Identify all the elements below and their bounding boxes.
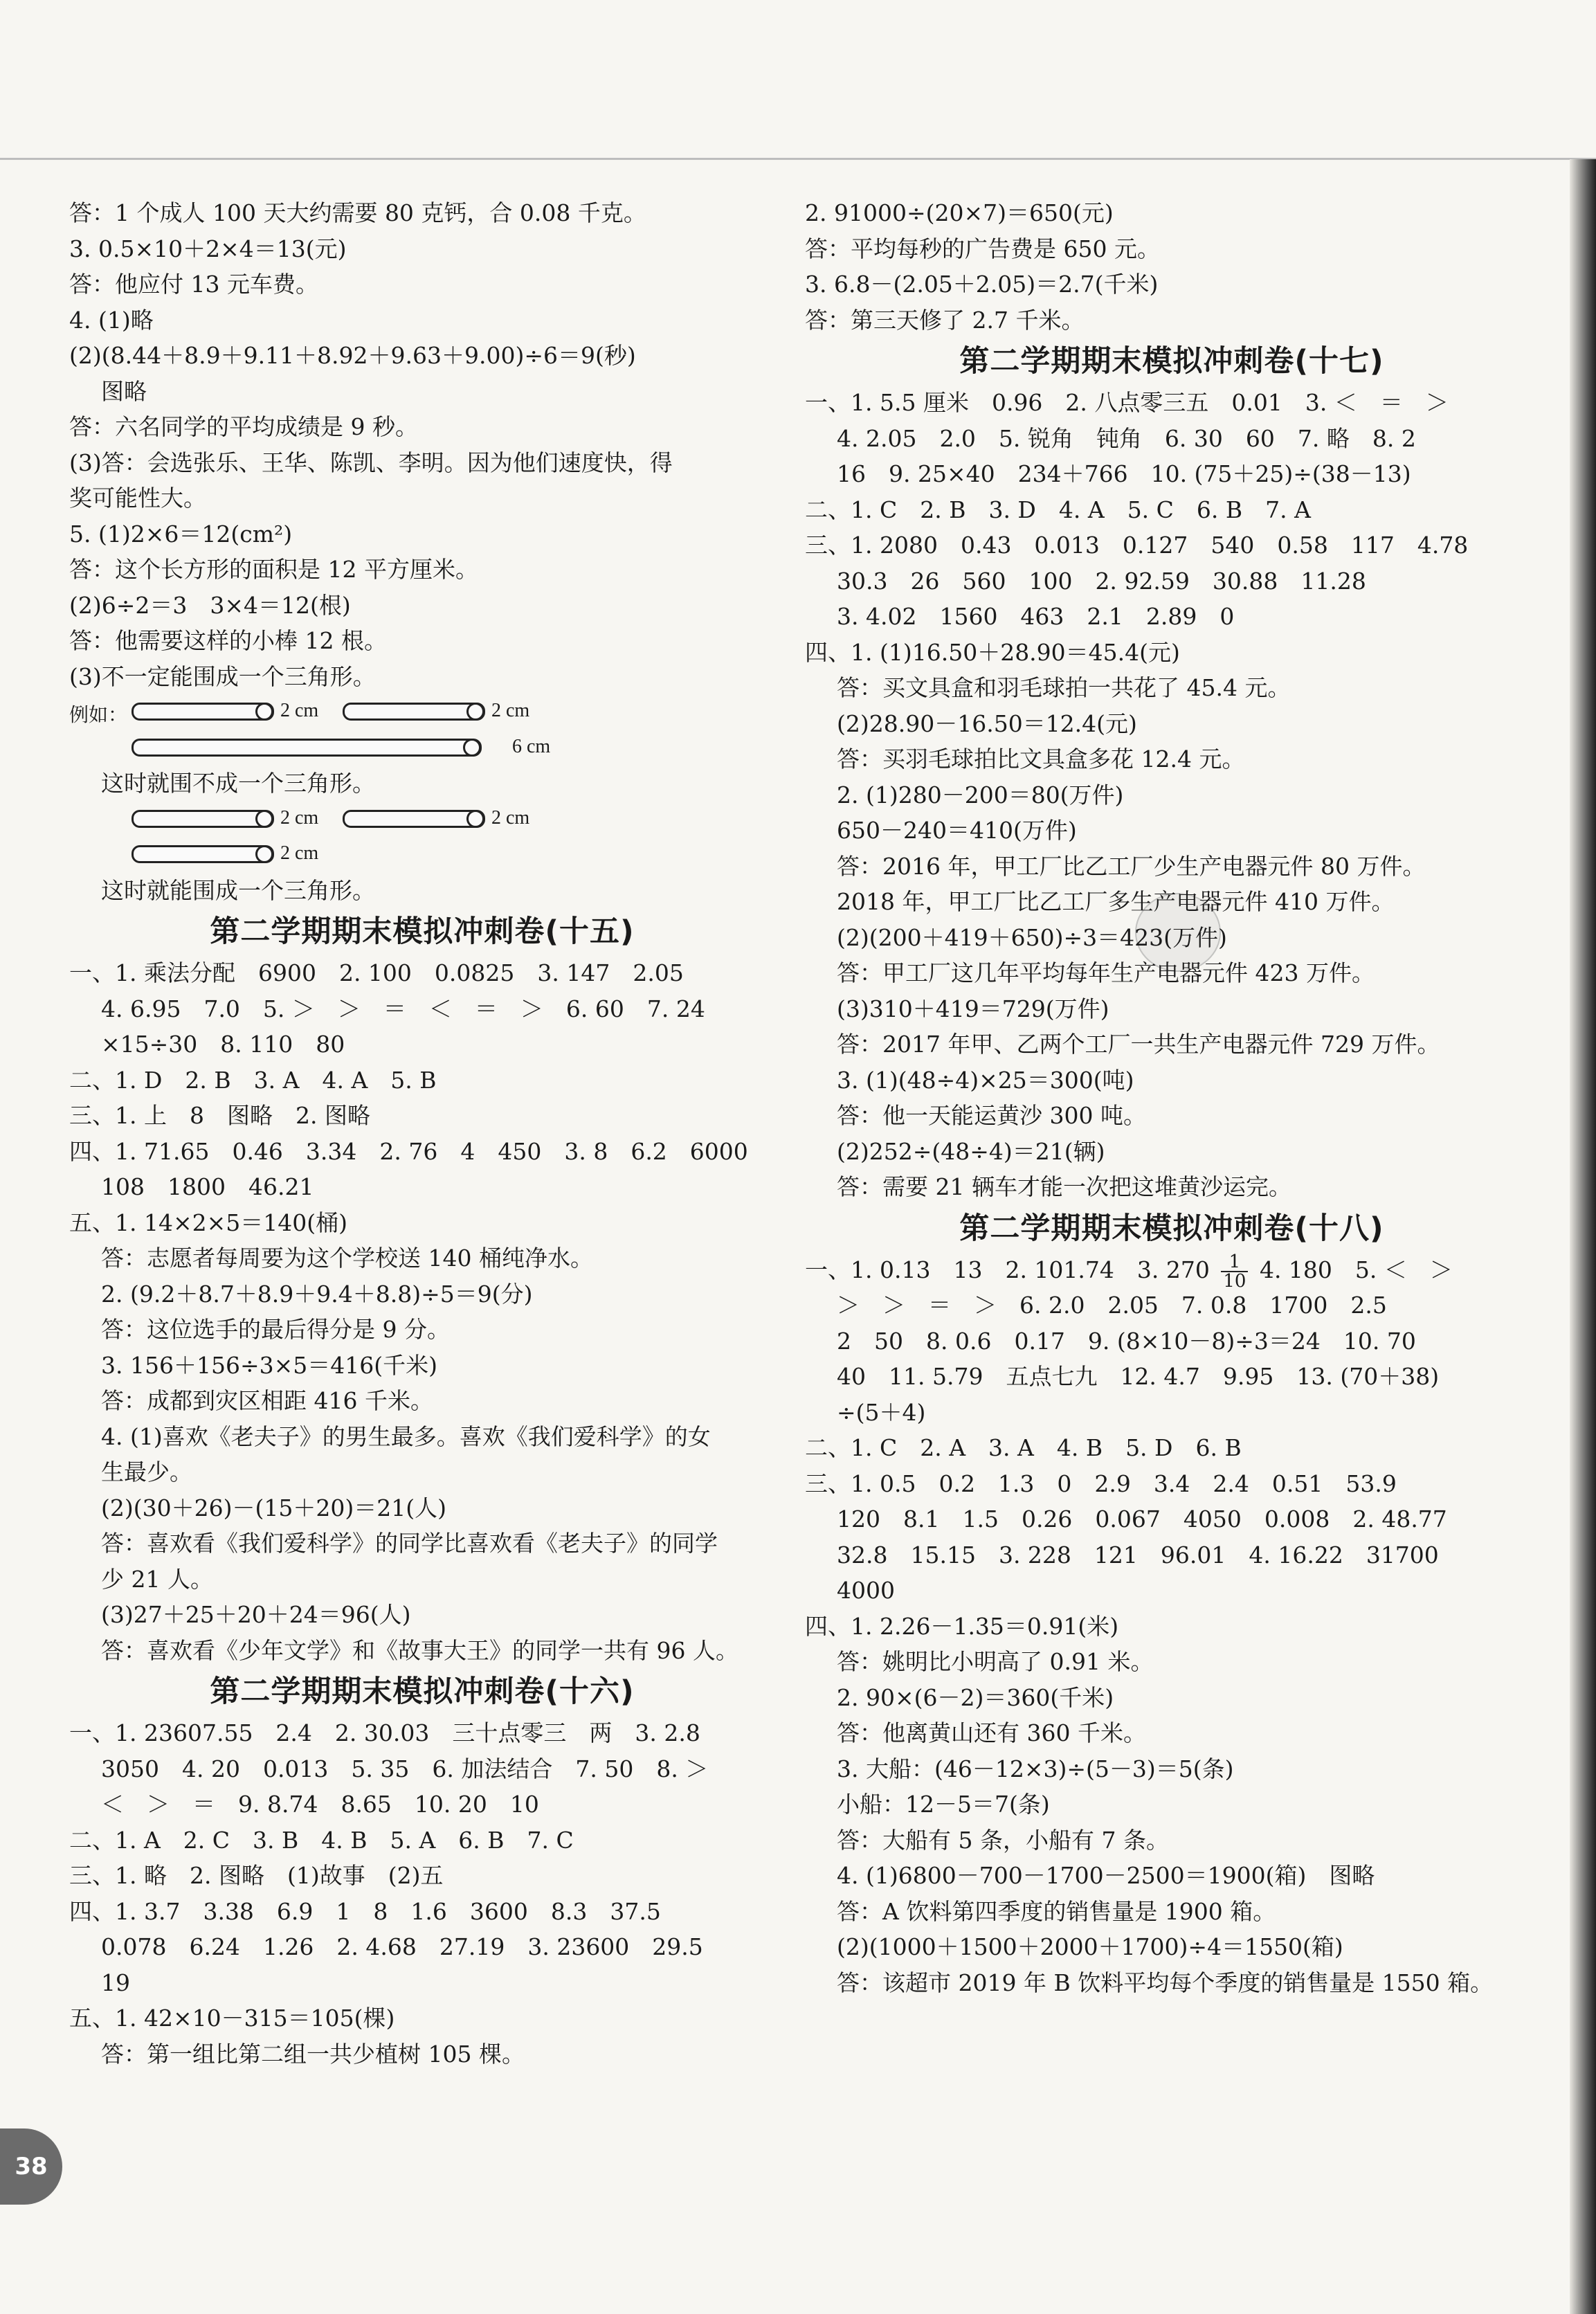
page-number-badge [0,2128,62,2205]
example-label: 例如： [69,705,128,726]
stick-shape [343,703,485,721]
answer-line: 三、1. 上 8 图略 2. 图略 [69,1102,370,1129]
answer-line: (3)答：会选张乐、王华、陈凯、李明。因为他们速度快，得 [69,449,673,476]
answer-line: (2)(1000＋1500＋2000＋1700)÷4＝1550(箱) [837,1933,1343,1960]
answer-line: 答：2016 年，甲工厂比乙工厂少生产电器元件 80 万件。 [837,852,1426,880]
answer-line: 答：志愿者每周要为这个学校送 140 桶纯净水。 [101,1245,593,1272]
answer-line: 答：这位选手的最后得分是 9 分。 [101,1316,450,1343]
answer-line: 小船：12－5＝7(条) [837,1791,1050,1818]
answer-line: 答：该超市 2019 年 B 饮料平均每个季度的销售量是 1550 箱。 [837,1969,1494,1996]
answer-line: 2018 年，甲工厂比乙工厂多生产电器元件 410 万件。 [837,888,1395,915]
answer-line: 五、1. 42×10－315＝105(棵) [69,2005,395,2032]
answer-line: 2. (1)280－200＝80(万件) [837,781,1124,808]
answer-line: 答：喜欢看《我们爱科学》的同学比喜欢看《老夫子》的同学 [101,1530,718,1557]
answer-line: 3. 6.8－(2.05＋2.05)＝2.7(千米) [805,271,1159,298]
answer-line: (3)27＋25＋20＋24＝96(人) [101,1601,411,1628]
stick-shape [132,845,274,863]
answer-line: 五、1. 14×2×5＝140(桶) [69,1209,347,1236]
answer-line: 答：他离黄山还有 360 千米。 [837,1719,1146,1746]
answer-line: 3. 156＋156÷3×5＝416(千米) [101,1351,437,1379]
answer-line: ÷(5＋4) [837,1398,926,1426]
answer-line: 2. 90×(6－2)＝360(千米) [837,1683,1114,1711]
answer-line: 108 1800 46.21 [101,1173,314,1200]
section-title: 第二学期期末模拟冲刺卷(十五) [210,914,635,949]
answer-line: (2)(8.44＋8.9＋9.11＋8.92＋9.63＋9.00)÷6＝9(秒) [69,342,636,369]
answer-line: 答：他一天能运黄沙 300 吨。 [837,1102,1146,1129]
answer-line: 5. (1)2×6＝12(cm²) [69,520,293,548]
stick-length-label: 6 cm [512,735,551,757]
left-column [69,195,775,2072]
answer-line: 32.8 15.15 3. 228 121 96.01 4. 16.22 31700 [837,1541,1439,1569]
answer-line: 一、1. 乘法分配 6900 2. 100 0.0825 3. 147 2.05 [69,959,684,986]
answer-line: 答：平均每秒的广告费是 650 元。 [805,235,1160,262]
answer-line: 120 8.1 1.5 0.26 0.067 4050 0.008 2. 48.77 [837,1506,1447,1533]
answer-line: 答：姚明比小明高了 0.91 米。 [837,1648,1154,1675]
answer-segment: 4. 180 5. ＜ ＞ [1259,1256,1453,1283]
answer-line: 3. (1)(48÷4)×25＝300(吨) [837,1066,1134,1094]
stick-shape [132,810,274,828]
stick-row-2 [69,730,775,766]
answer-line: 一、1. 5.5 厘米 0.96 2. 八点零三五 0.01 3. ＜ ＝ ＞ [805,389,1449,416]
answer-line: 答：他需要这样的小棒 12 根。 [69,627,387,654]
answer-line: 3. 0.5×10＋2×4＝13(元) [69,235,347,262]
answer-line: 答：成都到灾区相距 416 千米。 [101,1387,433,1414]
answer-line: 3. 大船：(46－12×3)÷(5－3)＝5(条) [837,1755,1234,1782]
stick-length-label: 2 cm [280,842,319,864]
answer-line: 三、1. 2080 0.43 0.013 0.127 540 0.58 117 4.78 [805,532,1469,559]
answer-line: 答：第一组比第二组一共少植树 105 棵。 [101,2040,525,2068]
answer-line: (2)(200＋419＋650)÷3＝423(万件) [837,923,1227,951]
answer-line: 生最少。 [101,1458,192,1485]
stick-row-3 [69,802,775,838]
answer-line: 答：第三天修了 2.7 千米。 [805,306,1085,334]
conclusion-line: 这时就能围成一个三角形。 [101,876,375,904]
answer-line: 2. (9.2＋8.7＋8.9＋9.4＋8.8)÷5＝9(分) [101,1280,533,1308]
answer-line: 40 11. 5.79 五点七九 12. 4.7 9.95 13. (70＋38) [837,1363,1440,1390]
answer-line: 二、1. A 2. C 3. B 4. B 5. A 6. B 7. C [69,1826,574,1854]
fraction-denominator: 10 [1223,1270,1246,1292]
answer-line: 4. (1)喜欢《老夫子》的男生最多。喜欢《我们爱科学》的女 [101,1422,711,1450]
stick-shape [132,703,274,721]
answer-line: 16 9. 25×40 234＋766 10. (75＋25)÷(38－13) [837,460,1411,487]
answer-line: 四、1. (1)16.50＋28.90＝45.4(元) [805,638,1180,666]
answer-line: 图略 [101,377,147,405]
answer-line: (3)不一定能围成一个三角形。 [69,662,376,690]
answer-line: 四、1. 3.7 3.38 6.9 1 8 1.6 3600 8.3 37.5 [69,1897,661,1925]
answer-line: 4. 2.05 2.0 5. 锐角 钝角 6. 30 60 7. 略 8. 2 [837,424,1416,452]
answer-line: 答：他应付 13 元车费。 [69,271,318,298]
answer-line: 4. (1)6800－700－1700－2500＝1900(箱) 图略 [837,1862,1375,1889]
page-number: 38 [15,2153,48,2180]
answer-line: 4. (1)略 [69,306,154,334]
answer-line: (2)6÷2＝3 3×4＝12(根) [69,591,351,619]
page-binding-edge [1570,159,1596,2314]
answer-line: 一、1. 23607.55 2.4 2. 30.03 三十点零三 两 3. 2.8 [69,1719,700,1746]
fraction [1221,1253,1248,1290]
answer-line: (3)310＋419＝729(万件) [837,995,1109,1022]
answer-line: 4. 6.95 7.0 5. ＞ ＞ ＝ ＜ ＝ ＞ 6. 60 7. 24 [101,995,705,1022]
answer-line: 答：A 饮料第四季度的销售量是 1900 箱。 [837,1897,1276,1925]
conclusion-line: 这时就围不成一个三角形。 [101,770,375,797]
answer-line: (2)(30＋26)－(15＋20)＝21(人) [101,1494,446,1521]
answer-line: 3. 4.02 1560 463 2.1 2.89 0 [837,603,1235,630]
answer-line: 三、1. 略 2. 图略 (1)故事 (2)五 [69,1862,444,1889]
stick-shape [343,810,485,828]
answer-line: 答：甲工厂这几年平均每年生产电器元件 423 万件。 [837,959,1375,986]
answer-line: 答：喜欢看《少年文学》和《故事大王》的同学一共有 96 人。 [101,1636,738,1664]
answer-line: 二、1. D 2. B 3. A 4. A 5. B [69,1066,437,1094]
stick-row-1 [69,694,775,730]
right-column [805,195,1539,2000]
answer-line: 答：六名同学的平均成绩是 9 秒。 [69,413,418,440]
answer-line: 四、1. 2.26－1.35＝0.91(米) [805,1612,1119,1640]
answer-line: (2)28.90－16.50＝12.4(元) [837,709,1137,737]
stick-length-label: 2 cm [491,806,530,829]
answer-line: 三、1. 0.5 0.2 1.3 0 2.9 3.4 2.4 0.51 53.9 [805,1470,1397,1497]
answer-line: 答：2017 年甲、乙两个工厂一共生产电器元件 729 万件。 [837,1031,1440,1058]
answer-line: 2 50 8. 0.6 0.17 9. (8×10－8)÷3＝24 10. 70 [837,1327,1416,1355]
answer-line: 答：需要 21 辆车才能一次把这堆黄沙运完。 [837,1173,1291,1200]
fraction-numerator: 1 [1221,1253,1248,1272]
answer-line: ＞ ＞ ＝ ＞ 6. 2.0 2.05 7. 0.8 1700 2.5 [837,1292,1387,1319]
answer-line: (2)252÷(48÷4)＝21(辆) [837,1137,1105,1165]
answer-line: ＜ ＞ ＝ 9. 8.74 8.65 10. 20 10 [101,1791,539,1818]
answer-line: 30.3 26 560 100 2. 92.59 30.88 11.28 [837,567,1366,595]
answer-line: 答：1 个成人 100 天大约需要 80 克钙，合 0.08 千克。 [69,199,646,226]
answer-line: 答：这个长方形的面积是 12 平方厘米。 [69,556,478,583]
section-title: 第二学期期末模拟冲刺卷(十七) [959,344,1384,379]
answer-line: ×15÷30 8. 110 80 [101,1031,345,1058]
stick-length-label: 2 cm [280,700,319,721]
stick-length-label: 2 cm [280,806,319,829]
answer-line: 少 21 人。 [101,1565,213,1593]
answer-line: 四、1. 71.65 0.46 3.34 2. 76 4 450 3. 8 6.2 6000 [69,1137,748,1165]
stick-row-4 [69,837,775,873]
answer-line: 3050 4. 20 0.013 5. 35 6. 加法结合 7. 50 8. ＞ [101,1755,709,1782]
answer-line: 2. 91000÷(20×7)＝650(元) [805,199,1114,226]
answer-line: 答：买羽毛球拍比文具盒多花 12.4 元。 [837,745,1245,772]
answer-line: 二、1. C 2. B 3. D 4. A 5. C 6. B 7. A [805,496,1311,523]
section-title: 第二学期期末模拟冲刺卷(十八) [959,1211,1384,1246]
stick-length-label: 2 cm [491,700,530,721]
section-title: 第二学期期末模拟冲刺卷(十六) [210,1674,635,1709]
answer-line [805,1251,1539,1292]
answer-segment: 一、1. 0.13 13 2. 101.74 3. 270 [805,1256,1210,1283]
answer-line: 二、1. C 2. A 3. A 4. B 5. D 6. B [805,1434,1242,1461]
header-rule [0,158,1596,160]
answer-line: 650－240＝410(万件) [837,817,1077,844]
answer-line: 答：大船有 5 条，小船有 7 条。 [837,1826,1169,1854]
answer-line: 4000 [837,1577,895,1604]
answer-line: 19 [101,1969,130,1996]
answer-line: 答：买文具盒和羽毛球拍一共花了 45.4 元。 [837,674,1291,701]
answer-line: 奖可能性大。 [69,485,206,512]
stick-shape [132,739,482,757]
answer-line: 0.078 6.24 1.26 2. 4.68 27.19 3. 23600 29.5 [101,1933,703,1960]
